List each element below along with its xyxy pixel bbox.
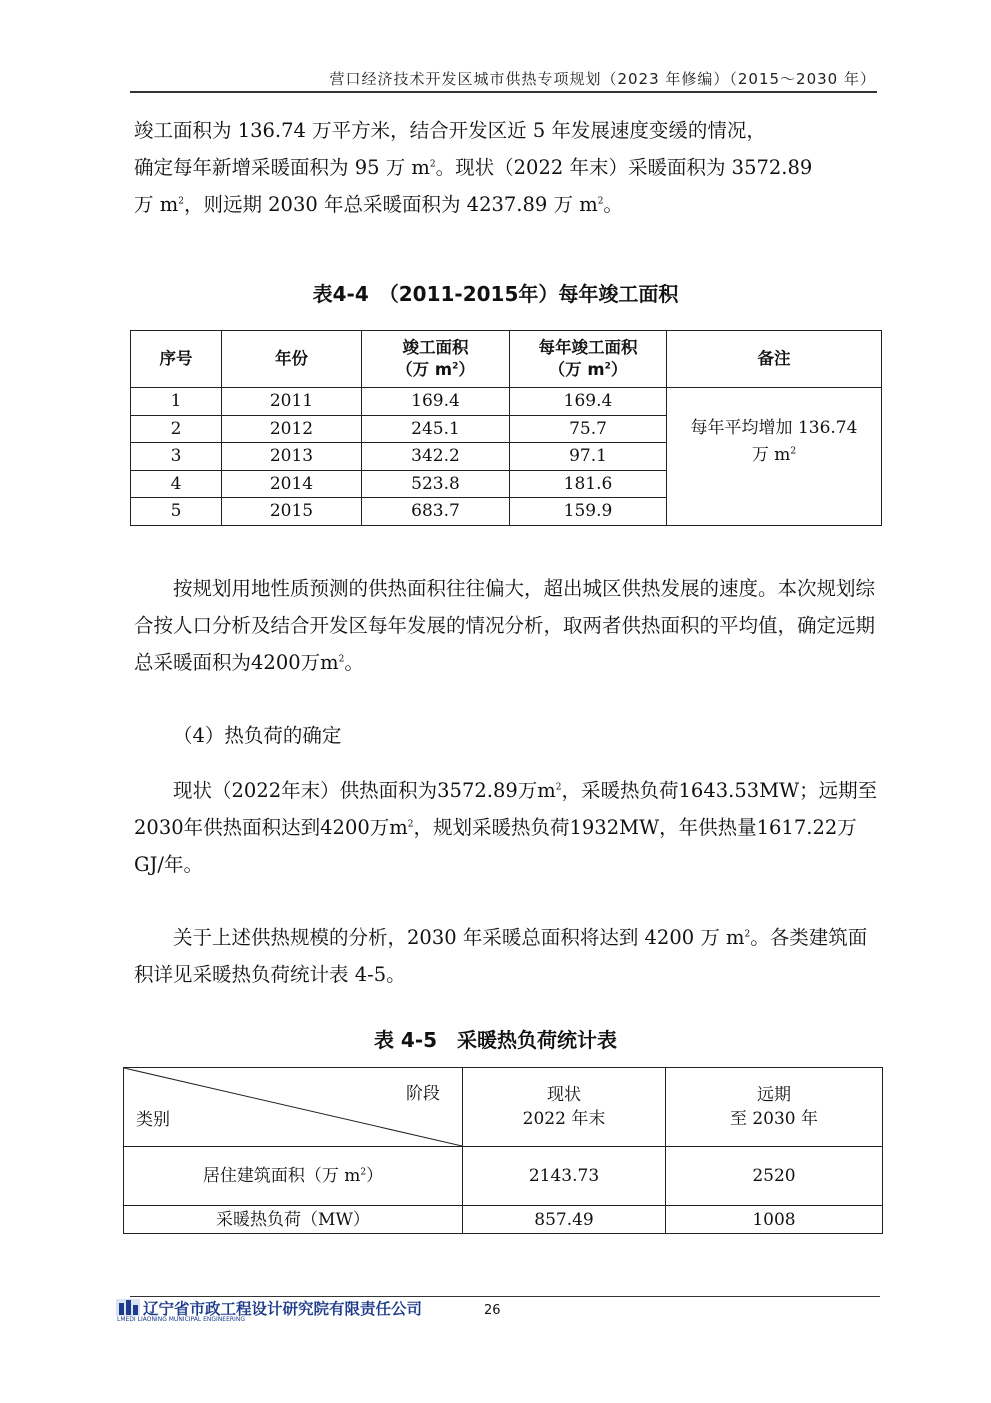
- cell-annual: 75.7: [510, 415, 667, 443]
- table-row: [124, 1147, 883, 1206]
- cell-remark: 每年平均增加 136.74 万 $m^2$: [667, 388, 882, 526]
- intro-line-1: 竣工面积为 136.74 万平方米，结合开发区近 5 年发展速度变缓的情况，: [134, 119, 766, 142]
- cell-year: 2013: [222, 443, 362, 471]
- table-4-5-caption: 表 4-5 采暖热负荷统计表: [373, 1028, 618, 1052]
- cell-annual: 181.6: [510, 470, 667, 498]
- page-number: 26: [484, 1303, 501, 1318]
- cell-future: 1008: [666, 1206, 883, 1234]
- header-rule: [130, 91, 877, 93]
- header-seq: 序号: [131, 331, 222, 388]
- cell-current: 2143.73: [463, 1147, 666, 1206]
- header-title: 营口经济技术开发区城市供热专项规划（2023 年修编）（2015～2030 年）: [329, 70, 876, 88]
- table-header-row: [131, 331, 882, 388]
- cell-completed: 683.7: [362, 498, 510, 526]
- heat-load-paragraph: 现状（2022年末）供热面积为3572.89万$m^2$，采暖热负荷1643.53MW；远期至2030年供热面积达到4200万$m^2$，规划采暖热负荷1932MW，年供热量1617.22万GJ/年。: [134, 779, 878, 876]
- cell-year: 2015: [222, 498, 362, 526]
- cell-seq: 1: [131, 388, 222, 416]
- stage-label: 阶段: [406, 1084, 440, 1104]
- header-remark: 备注: [667, 331, 882, 388]
- company-name-en: LMEDI LIAONING MUNICIPAL ENGINEERING: [117, 1316, 245, 1323]
- cell-year: 2011: [222, 388, 362, 416]
- table-4-4-caption: 表4-4 （2011-2015年）每年竣工面积: [312, 282, 679, 306]
- header-current: 现状 2022 年末: [463, 1068, 666, 1147]
- cell-completed: 245.1: [362, 415, 510, 443]
- cell-current: 857.49: [463, 1206, 666, 1234]
- cell-annual: 97.1: [510, 443, 667, 471]
- header-future: 远期 至 2030 年: [666, 1068, 883, 1147]
- table-row: [131, 388, 882, 416]
- scale-analysis-paragraph: 关于上述供热规模的分析，2030 年采暖总面积将达到 4200 万 $m^2$。各类建筑面积详见采暖热负荷统计表 4-5。: [134, 926, 868, 986]
- header-year: 年份: [222, 331, 362, 388]
- section-heading: （4）热负荷的确定: [173, 724, 342, 747]
- header-annual-area: 每年竣工面积 （万 $m^2$）: [510, 331, 667, 388]
- area-forecast-paragraph: 按规划用地性质预测的供热面积往往偏大，超出城区供热发展的速度。本次规划综合按人口分析及结合开发区每年发展的情况分析，取两者供热面积的平均值，确定远期总采暖面积为4200万$m^2$。: [134, 577, 876, 674]
- cell-completed: 169.4: [362, 388, 510, 416]
- company-name: 辽宁省市政工程设计研究院有限责任公司: [143, 1300, 423, 1318]
- heat-load-table: [123, 1067, 883, 1234]
- cell-seq: 4: [131, 470, 222, 498]
- cell-category: 居住建筑面积（万 $m^2$）: [124, 1147, 463, 1206]
- cell-annual: 169.4: [510, 388, 667, 416]
- table-row: [124, 1206, 883, 1234]
- cell-year: 2014: [222, 470, 362, 498]
- header-completed-area: 竣工面积 （万 $m^2$）: [362, 331, 510, 388]
- completed-area-table: [130, 330, 882, 526]
- cell-future: 2520: [666, 1147, 883, 1206]
- cell-completed: 342.2: [362, 443, 510, 471]
- cell-completed: 523.8: [362, 470, 510, 498]
- intro-line-2: 确定每年新增采暖面积为 95 万 $m^2$。现状（2022 年末）采暖面积为 3572.89: [134, 156, 813, 179]
- cell-year: 2012: [222, 415, 362, 443]
- diagonal-header-cell: [124, 1068, 463, 1147]
- table-header-row: [124, 1068, 883, 1147]
- cell-seq: 2: [131, 415, 222, 443]
- diagonal-line: [124, 1068, 462, 1146]
- intro-line-3: 万 $m^2$，则远期 2030 年总采暖面积为 4237.89 万 $m^2$。: [134, 193, 623, 216]
- cell-category: 采暖热负荷（MW）: [124, 1206, 463, 1234]
- intro-paragraph: [134, 112, 879, 223]
- cell-annual: 159.9: [510, 498, 667, 526]
- cell-seq: 5: [131, 498, 222, 526]
- cell-seq: 3: [131, 443, 222, 471]
- category-label: 类别: [136, 1110, 170, 1130]
